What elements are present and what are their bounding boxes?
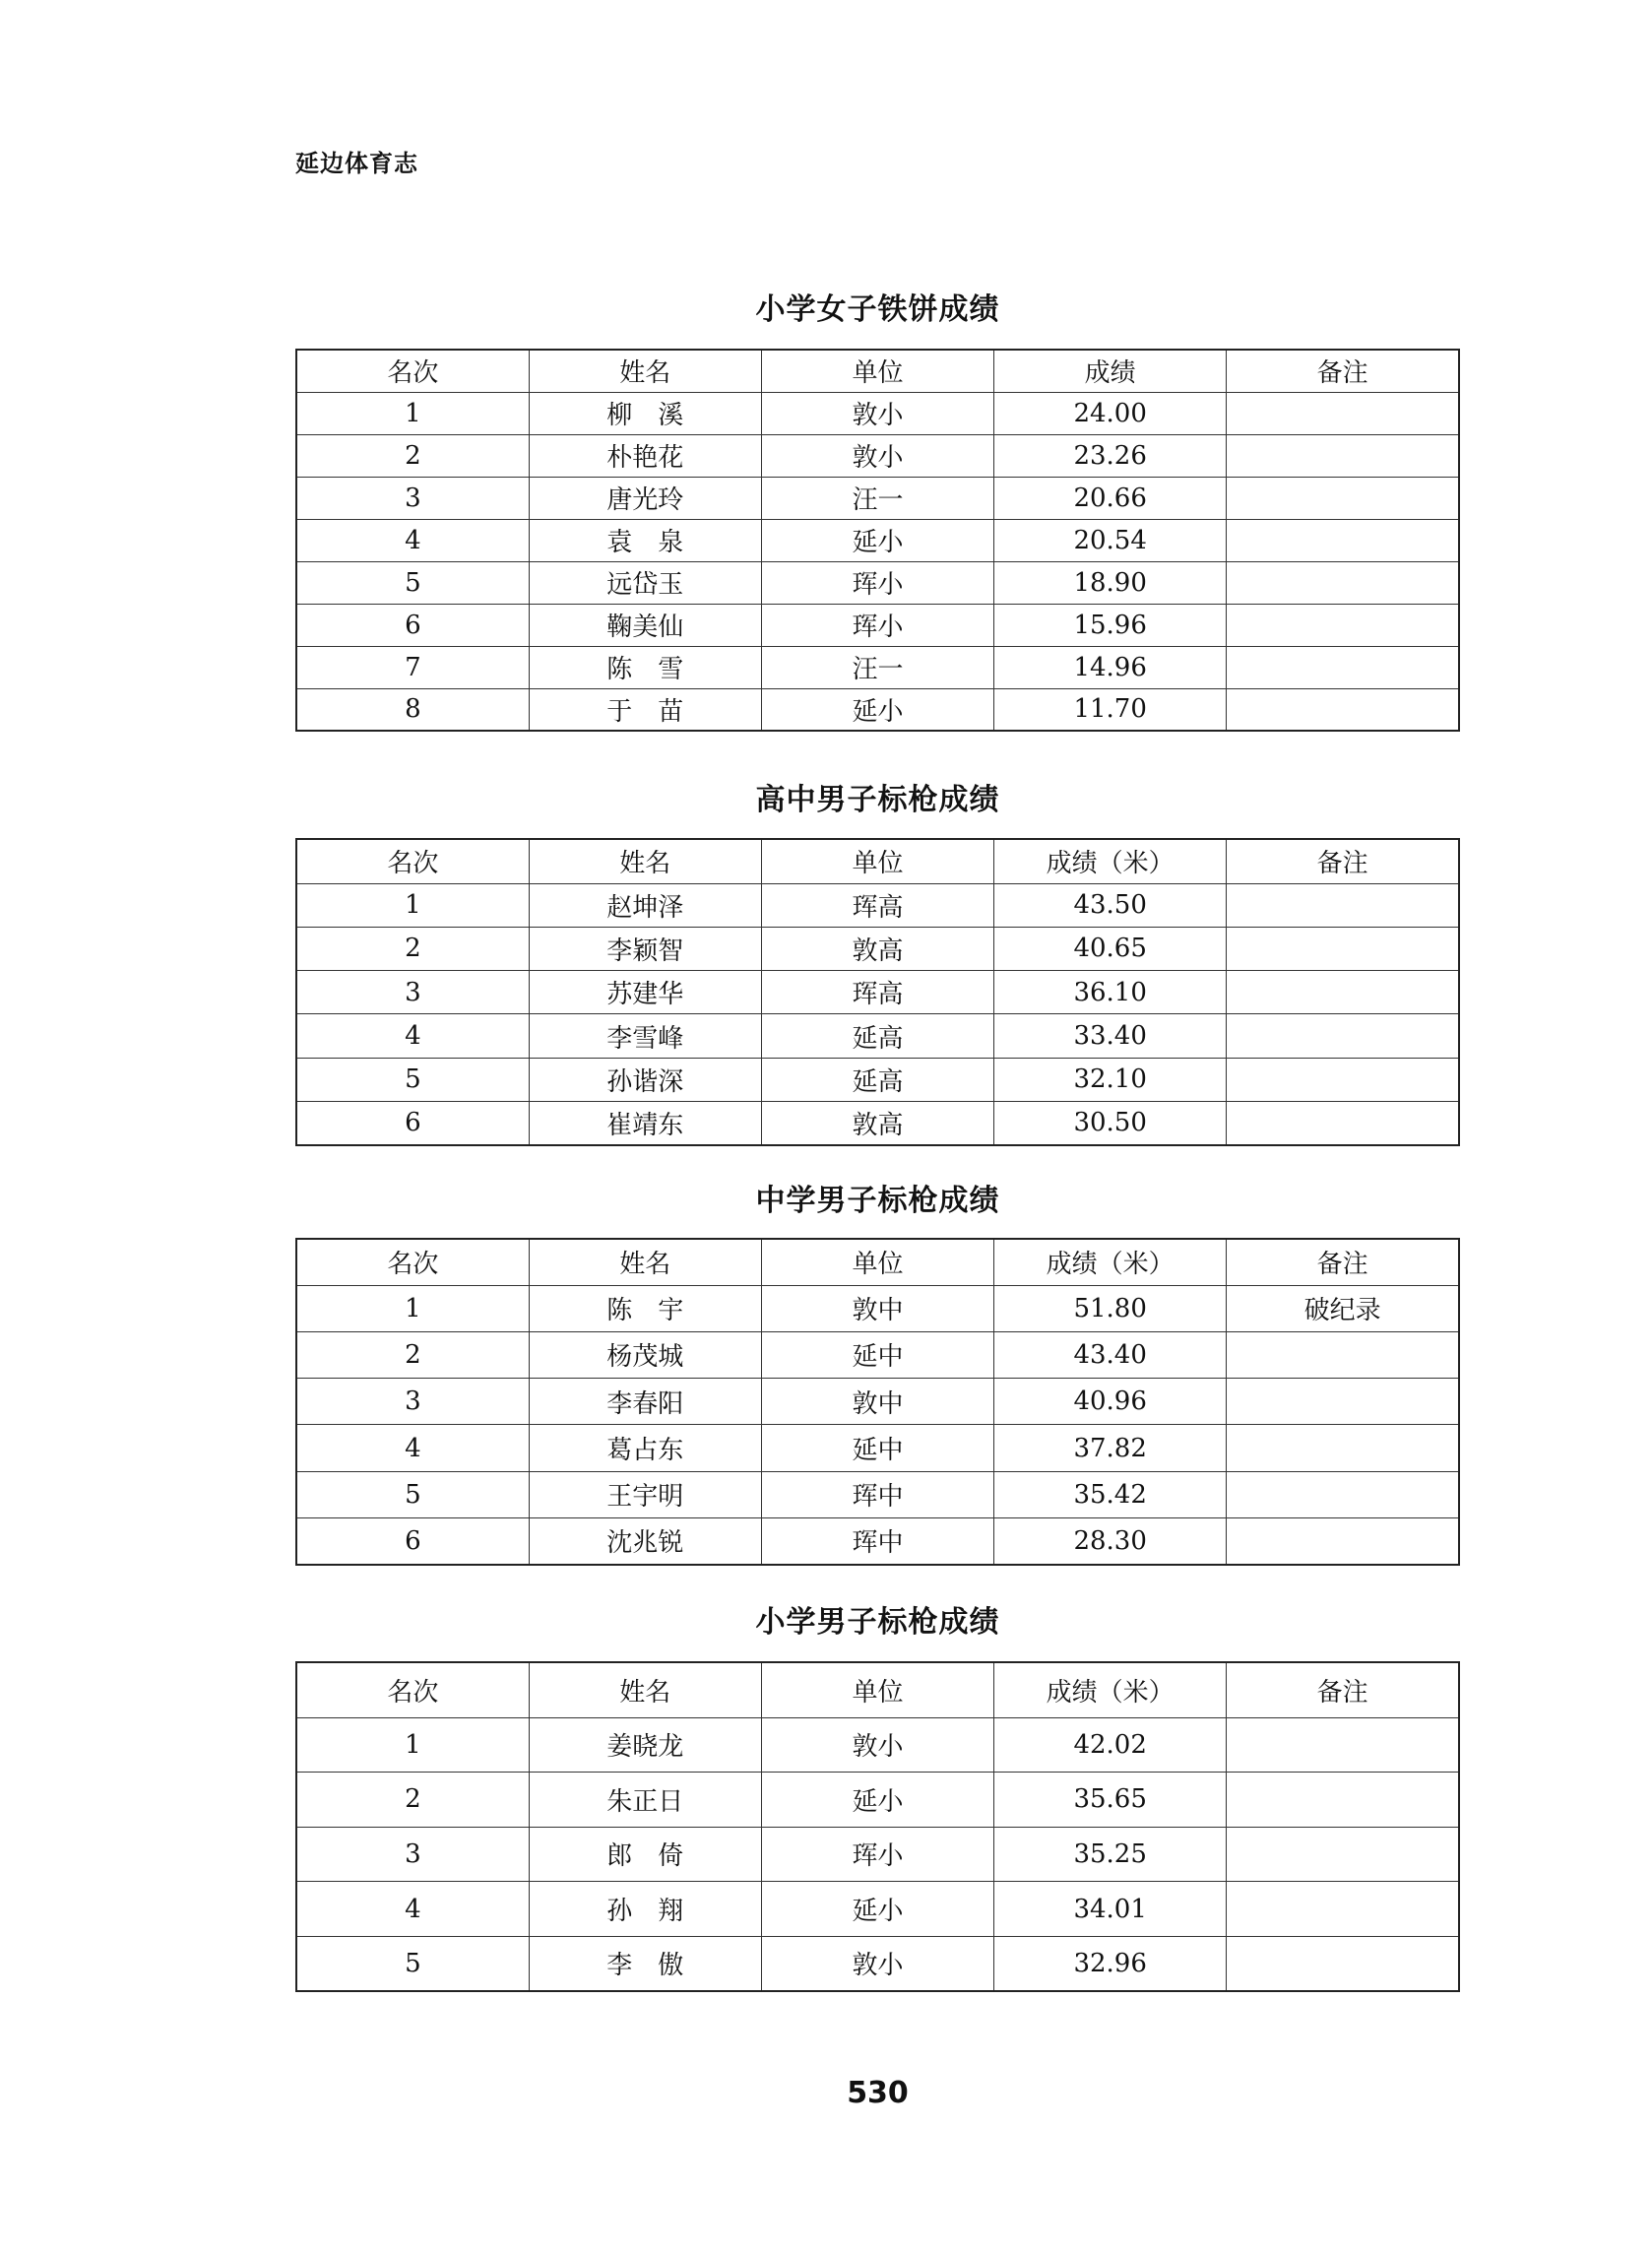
remark-cell xyxy=(1227,1014,1459,1058)
unit-cell: 延小 xyxy=(761,1773,993,1828)
name-cell: 于 苗 xyxy=(529,688,761,731)
rank-cell: 6 xyxy=(296,604,529,646)
remark-cell xyxy=(1227,1331,1459,1378)
remark-cell xyxy=(1227,1471,1459,1517)
unit-cell: 延小 xyxy=(761,1882,993,1937)
name-cell: 唐光玲 xyxy=(529,477,761,519)
unit-cell: 珲小 xyxy=(761,561,993,604)
score-cell: 23.26 xyxy=(994,434,1227,477)
score-cell: 18.90 xyxy=(994,561,1227,604)
score-cell: 42.02 xyxy=(994,1717,1227,1773)
rank-cell: 4 xyxy=(296,1425,529,1471)
score-cell: 35.42 xyxy=(994,1471,1227,1517)
name-cell: 鞠美仙 xyxy=(529,604,761,646)
unit-header: 单位 xyxy=(761,350,993,392)
name-cell: 柳 溪 xyxy=(529,392,761,434)
table-header-row xyxy=(296,839,1459,883)
name-cell: 朴艳花 xyxy=(529,434,761,477)
score-cell: 28.30 xyxy=(994,1517,1227,1564)
unit-cell: 敦高 xyxy=(761,927,993,970)
name-cell: 李雪峰 xyxy=(529,1014,761,1058)
score-table xyxy=(295,1238,1460,1566)
score-cell: 32.96 xyxy=(994,1936,1227,1991)
remark-cell xyxy=(1227,1827,1459,1882)
unit-cell: 敦高 xyxy=(761,1101,993,1144)
table-row xyxy=(296,1773,1459,1828)
unit-cell: 延高 xyxy=(761,1014,993,1058)
table-row xyxy=(296,392,1459,434)
score-cell: 30.50 xyxy=(994,1101,1227,1144)
score-cell: 15.96 xyxy=(994,604,1227,646)
remark-cell xyxy=(1227,1101,1459,1144)
remark-cell xyxy=(1227,604,1459,646)
table-row xyxy=(296,1101,1459,1144)
table-title: 小学女子铁饼成绩 xyxy=(755,292,1000,327)
name-cell: 陈 雪 xyxy=(529,646,761,688)
rank-cell: 8 xyxy=(296,688,529,731)
remark-cell xyxy=(1227,1517,1459,1564)
score-header: 成绩（米） xyxy=(994,1239,1227,1285)
remark-cell xyxy=(1227,883,1459,927)
unit-header: 单位 xyxy=(761,1662,993,1717)
name-header: 姓名 xyxy=(529,350,761,392)
name-cell: 郎 倚 xyxy=(529,1827,761,1882)
rank-header: 名次 xyxy=(296,1662,529,1717)
name-cell: 李 傲 xyxy=(529,1936,761,1991)
remark-cell xyxy=(1227,688,1459,731)
rank-cell: 6 xyxy=(296,1517,529,1564)
table-row xyxy=(296,1717,1459,1773)
table-row xyxy=(296,1331,1459,1378)
rank-header: 名次 xyxy=(296,839,529,883)
table-row xyxy=(296,927,1459,970)
rank-cell: 1 xyxy=(296,1717,529,1773)
name-cell: 葛占东 xyxy=(529,1425,761,1471)
unit-cell: 珲小 xyxy=(761,604,993,646)
remark-cell xyxy=(1227,1425,1459,1471)
rank-cell: 4 xyxy=(296,1882,529,1937)
rank-cell: 5 xyxy=(296,1471,529,1517)
remark-cell: 破纪录 xyxy=(1227,1285,1459,1331)
table-row xyxy=(296,1425,1459,1471)
table-row xyxy=(296,477,1459,519)
table-row xyxy=(296,1882,1459,1937)
table-row xyxy=(296,646,1459,688)
score-header: 成绩（米） xyxy=(994,1662,1227,1717)
score-cell: 36.10 xyxy=(994,971,1227,1014)
table-row xyxy=(296,1936,1459,1991)
unit-cell: 珲中 xyxy=(761,1471,993,1517)
table-row xyxy=(296,1058,1459,1101)
running-header: 延边体育志 xyxy=(295,150,418,177)
rank-cell: 4 xyxy=(296,1014,529,1058)
table-row xyxy=(296,1827,1459,1882)
score-cell: 35.25 xyxy=(994,1827,1227,1882)
score-cell: 51.80 xyxy=(994,1285,1227,1331)
score-header: 成绩（米） xyxy=(994,839,1227,883)
score-header: 成绩 xyxy=(994,350,1227,392)
remark-cell xyxy=(1227,1882,1459,1937)
name-cell: 赵坤泽 xyxy=(529,883,761,927)
table-row xyxy=(296,519,1459,561)
remark-cell xyxy=(1227,1773,1459,1828)
rank-cell: 7 xyxy=(296,646,529,688)
rank-cell: 3 xyxy=(296,477,529,519)
table-row xyxy=(296,434,1459,477)
unit-cell: 敦小 xyxy=(761,1936,993,1991)
name-cell: 孙 翔 xyxy=(529,1882,761,1937)
name-header: 姓名 xyxy=(529,1239,761,1285)
remark-cell xyxy=(1227,434,1459,477)
remark-cell xyxy=(1227,519,1459,561)
rank-cell: 2 xyxy=(296,434,529,477)
rank-header: 名次 xyxy=(296,350,529,392)
score-table xyxy=(295,838,1460,1146)
name-cell: 孙谐深 xyxy=(529,1058,761,1101)
name-cell: 李春阳 xyxy=(529,1379,761,1425)
table-row xyxy=(296,1379,1459,1425)
remark-header: 备注 xyxy=(1227,1239,1459,1285)
rank-cell: 1 xyxy=(296,883,529,927)
name-cell: 崔靖东 xyxy=(529,1101,761,1144)
unit-cell: 敦中 xyxy=(761,1379,993,1425)
score-cell: 32.10 xyxy=(994,1058,1227,1101)
table-header-row xyxy=(296,1662,1459,1717)
score-cell: 14.96 xyxy=(994,646,1227,688)
remark-header: 备注 xyxy=(1227,839,1459,883)
table-row xyxy=(296,1471,1459,1517)
table-row xyxy=(296,1014,1459,1058)
unit-cell: 珲高 xyxy=(761,971,993,1014)
rank-cell: 1 xyxy=(296,1285,529,1331)
rank-cell: 5 xyxy=(296,561,529,604)
name-cell: 苏建华 xyxy=(529,971,761,1014)
score-cell: 40.96 xyxy=(994,1379,1227,1425)
rank-cell: 3 xyxy=(296,1827,529,1882)
rank-cell: 1 xyxy=(296,392,529,434)
unit-cell: 敦小 xyxy=(761,434,993,477)
rank-cell: 2 xyxy=(296,927,529,970)
remark-cell xyxy=(1227,477,1459,519)
score-table xyxy=(295,349,1460,732)
rank-cell: 3 xyxy=(296,1379,529,1425)
name-cell: 远岱玉 xyxy=(529,561,761,604)
name-cell: 王宇明 xyxy=(529,1471,761,1517)
unit-cell: 珲小 xyxy=(761,1827,993,1882)
score-cell: 34.01 xyxy=(994,1882,1227,1937)
table-row xyxy=(296,1517,1459,1564)
table-header-row xyxy=(296,1239,1459,1285)
rank-cell: 5 xyxy=(296,1936,529,1991)
score-cell: 40.65 xyxy=(994,927,1227,970)
unit-cell: 敦小 xyxy=(761,1717,993,1773)
remark-cell xyxy=(1227,1379,1459,1425)
unit-cell: 延小 xyxy=(761,519,993,561)
name-header: 姓名 xyxy=(529,1662,761,1717)
remark-cell xyxy=(1227,1717,1459,1773)
remark-cell xyxy=(1227,971,1459,1014)
unit-cell: 延中 xyxy=(761,1331,993,1378)
score-cell: 24.00 xyxy=(994,392,1227,434)
score-cell: 37.82 xyxy=(994,1425,1227,1471)
rank-cell: 4 xyxy=(296,519,529,561)
rank-cell: 3 xyxy=(296,971,529,1014)
name-cell: 袁 泉 xyxy=(529,519,761,561)
table-row xyxy=(296,688,1459,731)
table-row xyxy=(296,971,1459,1014)
score-cell: 43.40 xyxy=(994,1331,1227,1378)
score-table xyxy=(295,1661,1460,1992)
score-cell: 20.54 xyxy=(994,519,1227,561)
unit-cell: 敦小 xyxy=(761,392,993,434)
table-row xyxy=(296,883,1459,927)
rank-header: 名次 xyxy=(296,1239,529,1285)
unit-cell: 敦中 xyxy=(761,1285,993,1331)
name-cell: 朱正日 xyxy=(529,1773,761,1828)
remark-header: 备注 xyxy=(1227,1662,1459,1717)
score-cell: 33.40 xyxy=(994,1014,1227,1058)
remark-cell xyxy=(1227,1936,1459,1991)
score-cell: 11.70 xyxy=(994,688,1227,731)
rank-cell: 2 xyxy=(296,1331,529,1378)
unit-cell: 珲中 xyxy=(761,1517,993,1564)
rank-cell: 2 xyxy=(296,1773,529,1828)
table-header-row xyxy=(296,350,1459,392)
remark-cell xyxy=(1227,927,1459,970)
score-cell: 35.65 xyxy=(994,1773,1227,1828)
unit-cell: 珲高 xyxy=(761,883,993,927)
unit-cell: 延高 xyxy=(761,1058,993,1101)
table-title: 高中男子标枪成绩 xyxy=(755,783,1000,817)
remark-cell xyxy=(1227,1058,1459,1101)
table-title: 中学男子标枪成绩 xyxy=(755,1184,1000,1218)
table-title: 小学男子标枪成绩 xyxy=(755,1605,1000,1640)
remark-cell xyxy=(1227,392,1459,434)
table-row xyxy=(296,561,1459,604)
name-header: 姓名 xyxy=(529,839,761,883)
name-cell: 陈 宇 xyxy=(529,1285,761,1331)
table-row xyxy=(296,604,1459,646)
score-cell: 43.50 xyxy=(994,883,1227,927)
name-cell: 姜晓龙 xyxy=(529,1717,761,1773)
unit-cell: 汪一 xyxy=(761,646,993,688)
name-cell: 杨茂城 xyxy=(529,1331,761,1378)
table-row xyxy=(296,1285,1459,1331)
unit-header: 单位 xyxy=(761,839,993,883)
unit-cell: 延小 xyxy=(761,688,993,731)
rank-cell: 6 xyxy=(296,1101,529,1144)
remark-header: 备注 xyxy=(1227,350,1459,392)
rank-cell: 5 xyxy=(296,1058,529,1101)
score-cell: 20.66 xyxy=(994,477,1227,519)
remark-cell xyxy=(1227,646,1459,688)
unit-header: 单位 xyxy=(761,1239,993,1285)
page-number: 530 xyxy=(847,2076,909,2110)
name-cell: 李颖智 xyxy=(529,927,761,970)
name-cell: 沈兆锐 xyxy=(529,1517,761,1564)
unit-cell: 汪一 xyxy=(761,477,993,519)
unit-cell: 延中 xyxy=(761,1425,993,1471)
remark-cell xyxy=(1227,561,1459,604)
